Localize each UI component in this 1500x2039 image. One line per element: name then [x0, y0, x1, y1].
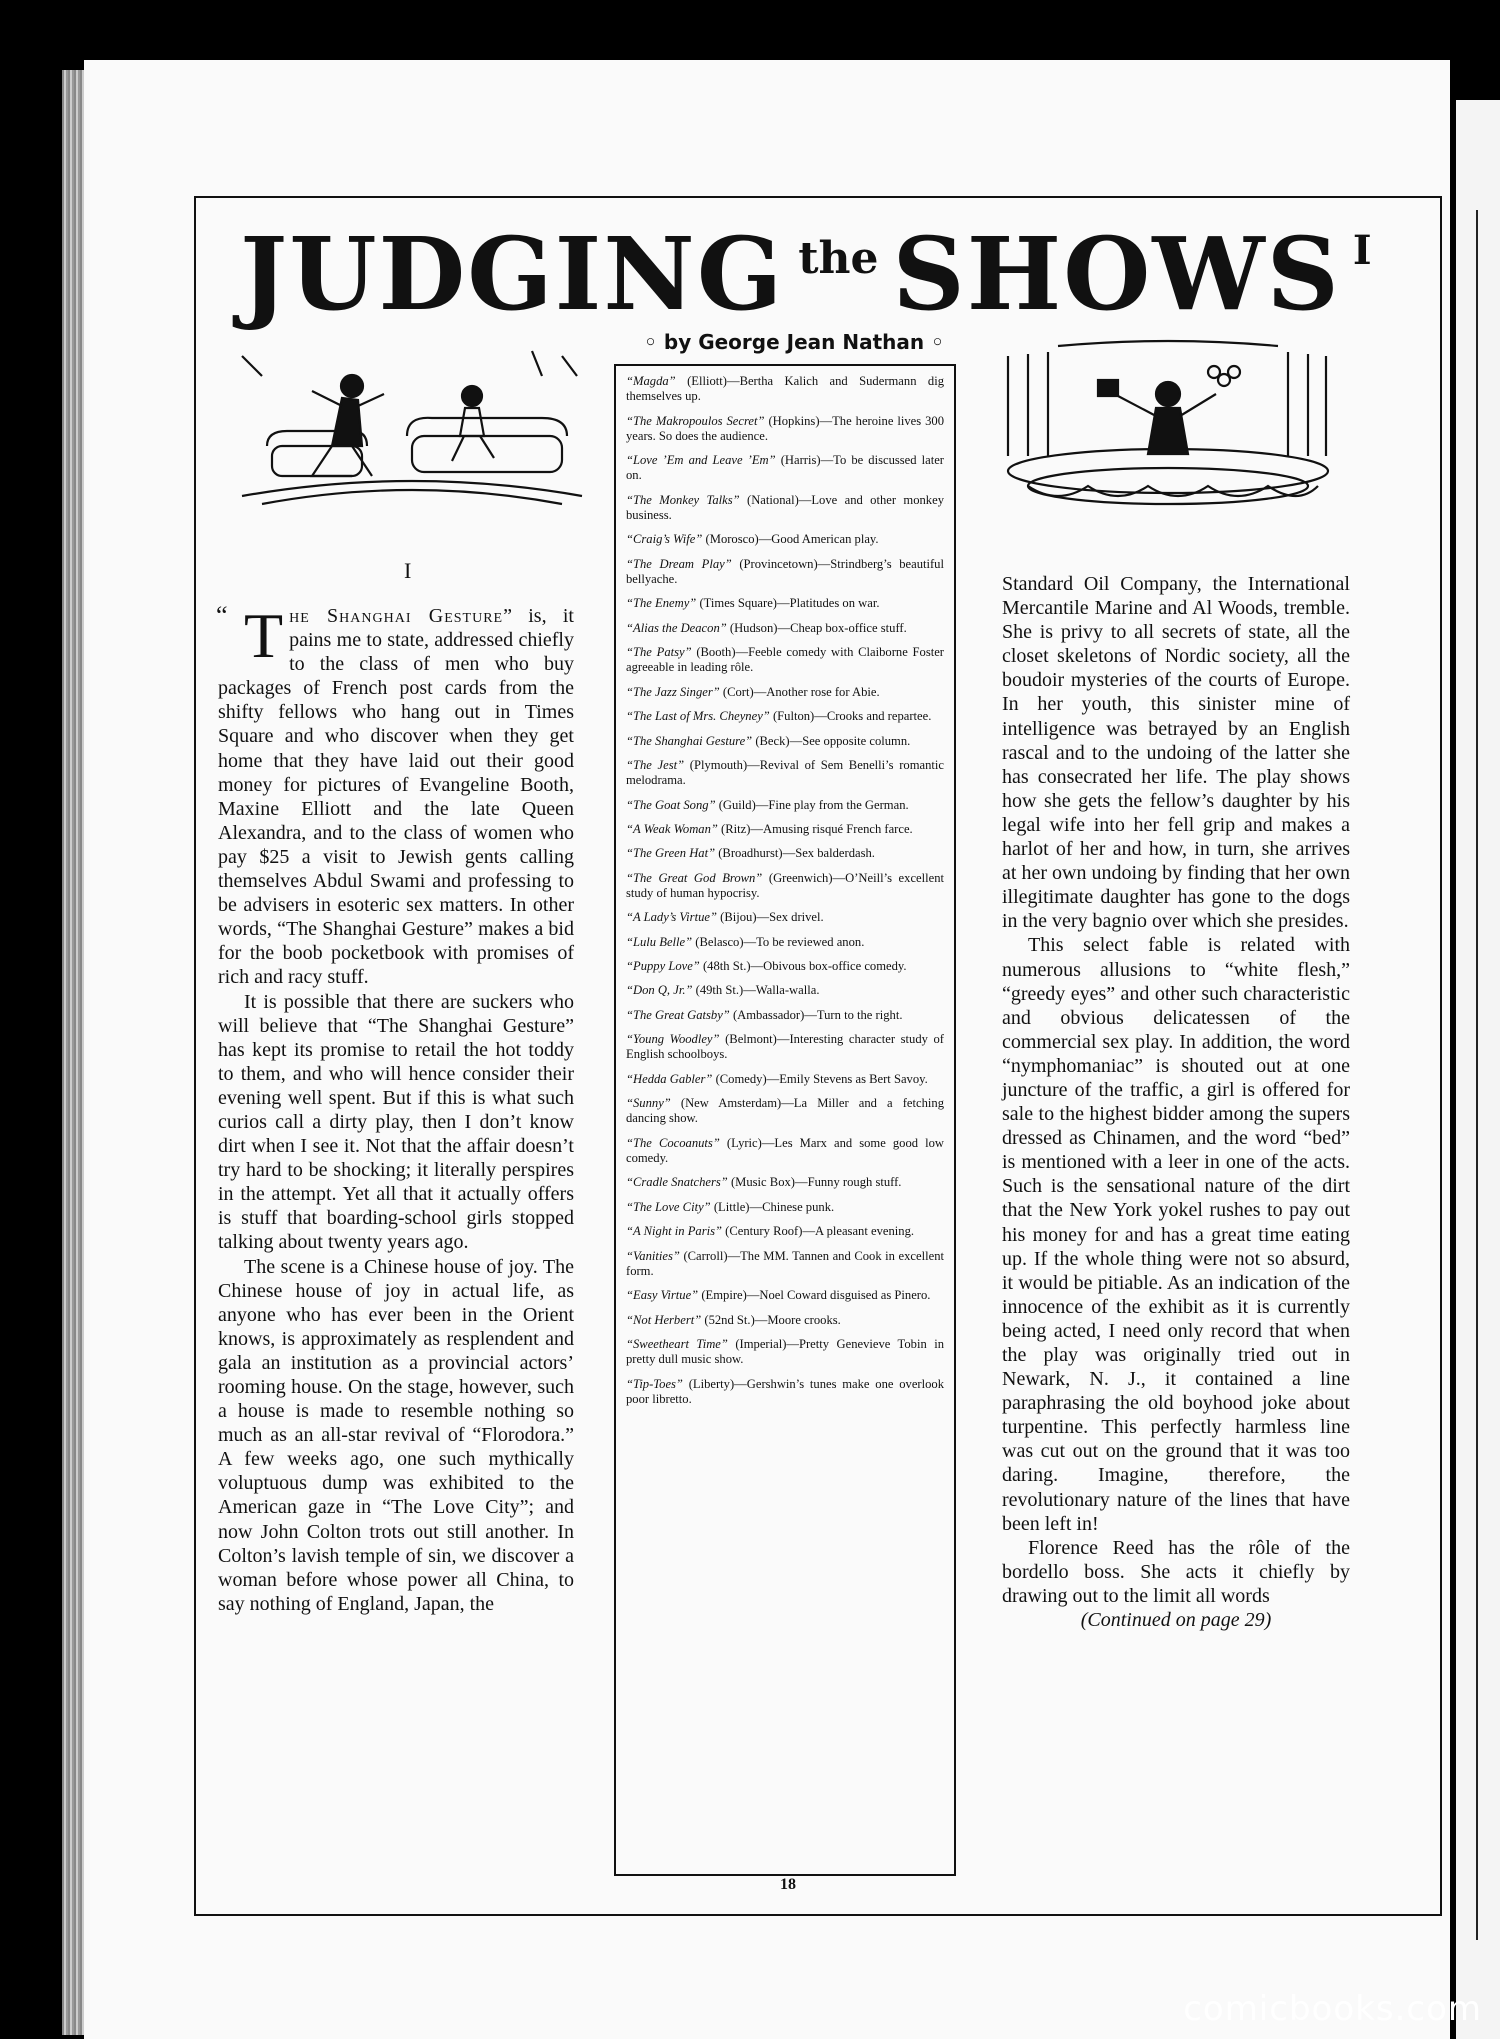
sidebar-entry: [626, 1377, 944, 1407]
section-numeral: I: [404, 558, 412, 583]
show-verdict: (Century Roof)—A pleasant evening.: [722, 1224, 915, 1239]
title-shows: SHOWS: [892, 215, 1341, 333]
sidebar-entry: [626, 1008, 944, 1023]
opening-paragraph: [216, 600, 574, 990]
facing-page-edge: [1456, 100, 1500, 2039]
byline: ◦ by George Jean Nathan ◦: [644, 330, 944, 354]
show-verdict: (Empire)—Noel Coward disguised as Pinero.: [698, 1288, 931, 1303]
show-title: “The Shanghai Gesture”: [626, 733, 753, 748]
show-verdict: (Ambassador)—Turn to the right.: [729, 1007, 903, 1022]
paragraph-1: ” is, it pains me to state, addressed chiefly to the class of men who buy packages of French post cards from the shifty fellows who hang out in Times Square and who discover when they get home that they have laid out their good money for pictures of Evangeline Booth, Maxine Elliott and the late Queen Alexandra, and to the class of women who pay $25 a visit to Jewish gents calling themselves Abdul Swami and professing to be advisers in esoteric sex matters. In other words, “The Shanghai Gesture” makes a bid for the boob pocketbook with promises of rich and racy stuff.: [218, 605, 574, 989]
show-verdict: (Morosco)—Good American play.: [702, 532, 879, 547]
lead-smallcaps: he Shanghai Gesture: [289, 605, 504, 627]
drop-cap: T: [244, 600, 284, 671]
show-title: “The Jest”: [626, 757, 685, 772]
show-title: “Young Woodley”: [626, 1032, 720, 1047]
sidebar-entry: [626, 758, 944, 788]
sidebar-entry: [626, 1032, 944, 1062]
show-verdict: (Liberty)—Gershwin’s tunes make one overlook poor libretto.: [626, 1376, 944, 1406]
show-title: “A Lady’s Virtue”: [626, 910, 717, 925]
show-title: “The Great God Brown”: [626, 870, 763, 885]
sidebar-entry: [626, 983, 944, 998]
sidebar-entry: [626, 1249, 944, 1279]
show-title: “Tip-Toes”: [626, 1376, 683, 1391]
sidebar-entry: [626, 959, 944, 974]
sidebar-entry: [626, 734, 944, 749]
opening-quote: “: [216, 601, 228, 630]
watermark: comicbooks.com: [1183, 1989, 1482, 2029]
show-verdict: (Bijou)—Sex drivel.: [716, 910, 824, 925]
show-title: “Magda”: [626, 374, 676, 388]
sidebar-entry: [626, 935, 944, 950]
paragraph-2: It is possible that there are suckers who will believe that “The Shanghai Gesture” has kept its promise to retail the hot toddy to them, and who will hence consider their evening well spent. But if this is what such curios call a dirty play, then I don’t know dirt when I see it. Not that the affair doesn’t try hard to be shocking; it literally perspires in the attempt. Yet all that it actually offers is stuff that boarding-school girls stopped talking about twenty years ago.: [218, 990, 574, 1254]
show-verdict: (New Amsterdam)—La Miller and a fetching dancing show.: [626, 1096, 944, 1126]
show-title: “The Enemy”: [626, 596, 697, 611]
show-verdict: (Beck)—See opposite column.: [752, 733, 911, 748]
show-title: “Sunny”: [626, 1096, 671, 1111]
sidebar-entry: [626, 453, 944, 483]
show-title: “The Love City”: [626, 1199, 711, 1214]
right-paragraph-3: Florence Reed has the rôle of the bordello boss. She acts it chiefly by drawing out to the limit all words: [1002, 1536, 1350, 1607]
show-verdict: (Broadhurst)—Sex balderdash.: [715, 846, 875, 861]
sidebar-entry: [626, 709, 944, 724]
sidebar-entry: [626, 846, 944, 861]
sidebar-entry: [626, 1337, 944, 1367]
sidebar-entry: [626, 1136, 944, 1166]
continued-note: (Continued on page 29): [1080, 1609, 1272, 1632]
show-verdict: (Lyric)—Les Marx and some good low comedy.: [626, 1135, 944, 1165]
show-title: “The Cocoanuts”: [626, 1135, 720, 1150]
sidebar-entry: [626, 493, 944, 523]
show-title: “The Great Gatsby”: [626, 1007, 730, 1022]
show-title: “Don Q, Jr.”: [626, 983, 693, 998]
shows-sidebar-box: [614, 364, 956, 1876]
sidebar-entry: [626, 1096, 944, 1126]
sidebar-entry: [626, 1288, 944, 1303]
show-verdict: (Fulton)—Crooks and repartee.: [769, 709, 932, 724]
show-verdict: (Plymouth)—Revival of Sem Benelli’s romantic melodrama.: [626, 757, 944, 788]
show-verdict: (Imperial)—Pretty Genevieve Tobin in pretty dull music show.: [626, 1336, 944, 1367]
show-title: “Craig’s Wife”: [626, 532, 703, 547]
show-verdict: (Provincetown)—Strindberg’s beautiful bellyache.: [626, 556, 944, 586]
show-title: “Alias the Deacon”: [626, 620, 727, 635]
left-illustration: [232, 336, 592, 516]
paragraph-3: The scene is a Chinese house of joy. The Chinese house of joy in actual life, as anyone who has ever been in the Orient knows, is approximately as resplendent and gala an institution as a provincial actors’ rooming house. On the stage, however, such a house is made to resemble nothing so much as an all-star revival of “Florodora.” A few weeks ago, one such mythically voluptuous dump was exhibited to the American gaze in “The Love City”; and now John Colton trots out still another. In Colton’s lavish temple of sin, we discover a woman before whose power all China, to say nothing of England, Japan, the: [218, 1255, 574, 1615]
masthead: [240, 214, 1372, 333]
page-number: 18: [780, 1876, 796, 1893]
show-verdict: (Guild)—Fine play from the German.: [715, 797, 909, 812]
show-verdict: (Ritz)—Amusing risqué French farce.: [717, 821, 913, 836]
right-column: [1002, 572, 1350, 1632]
show-verdict: (Cort)—Another rose for Abie.: [719, 684, 880, 699]
show-verdict: (Little)—Chinese punk.: [710, 1199, 835, 1214]
show-verdict: (Hudson)—Cheap box-office stuff.: [726, 620, 907, 635]
title-numeral: I: [1352, 227, 1372, 274]
sidebar-entry: [626, 1224, 944, 1239]
show-title: “Vanities”: [626, 1248, 680, 1263]
show-title: “Puppy Love”: [626, 959, 700, 974]
show-title: “The Dream Play”: [626, 556, 732, 571]
title-the: the: [798, 233, 879, 284]
show-title: “A Weak Woman”: [626, 821, 718, 836]
show-verdict: (49th St.)—Walla-walla.: [692, 983, 820, 998]
sidebar-entry: [626, 414, 944, 444]
right-paragraph-1: Standard Oil Company, the International Mercantile Marine and Al Woods, tremble. She is privy to all secrets of state, all the closet skeletons of Nordic society, all the boudoir mysteries of the courts of Europe. In her youth, this sinister mine of intelligence was betrayed by an English rascal and to the undoing of the latter she has consecrated her life. The play shows how she gets the fellow’s daughter by his legal wife into her fell grip and makes a harlot of her and how, in turn, she arrives at her own undoing by finding that her own illegitimate daughter has gone to the dogs in the very bagnio over which she presides.: [1002, 573, 1350, 933]
show-title: “Lulu Belle”: [626, 934, 693, 949]
sidebar-entry: [626, 822, 944, 837]
sidebar-entry: [626, 798, 944, 813]
sidebar-entry: [626, 532, 944, 547]
show-title: “Sweetheart Time”: [626, 1336, 728, 1351]
show-title: “The Makropoulos Secret”: [626, 413, 765, 428]
sidebar-entry: [626, 645, 944, 675]
sidebar-entry: [626, 621, 944, 636]
show-verdict: (Carroll)—The MM. Tannen and Cook in excellent form.: [626, 1248, 944, 1278]
show-verdict: (48th St.)—Obivous box-office comedy.: [699, 959, 907, 974]
sidebar-entry: [626, 374, 944, 404]
show-verdict: (Greenwich)—O’Neill’s excellent study of human hypocrisy.: [626, 870, 945, 900]
right-paragraph-2: This select fable is related with numerous allusions to “white flesh,” “greedy eyes” and other such characteristic and obvious delicatessen of the commercial sex play. In addition, the word “nymphomaniac” is shouted out at one juncture of the traffic, a girl is offered for sale to the highest bidder among the supers dressed as Chinamen, and the word “bed” is mentioned with a leer in one of the acts. Such is the sensational nature of the dirt that the New York yokel rushes to pay out his money for and has a great time eating up. If the whole thing were not so absurd, it would be pitiable. As an indication of the innocence of the exhibit as it is currently being acted, I need only record that when the play was originally tried out in Newark, N. J., it contained a line paraphrasing the old boyhood joke about turpentine. This perfectly harmless line was cut out on the ground that it was too daring. Imagine, therefore, the revolutionary nature of the lines that have been left in!: [1002, 934, 1350, 1535]
sidebar-entry: [626, 871, 944, 901]
sidebar-entry: [626, 1072, 944, 1087]
title-judging: JUDGING: [240, 215, 785, 333]
show-verdict: (Times Square)—Platitudes on war.: [696, 596, 880, 611]
show-verdict: (Elliott)—Bertha Kalich and Sudermann dig themselves up.: [626, 374, 944, 404]
sidebar-entry: [626, 910, 944, 925]
show-title: “The Jazz Singer”: [626, 684, 720, 699]
show-title: “Love ’Em and Leave ’Em”: [626, 453, 776, 468]
show-verdict: (Belasco)—To be reviewed anon.: [692, 934, 865, 949]
show-verdict: (Comedy)—Emily Stevens as Bert Savoy.: [712, 1071, 928, 1086]
show-title: “The Goat Song”: [626, 797, 716, 812]
show-title: “Cradle Snatchers”: [626, 1175, 728, 1190]
show-verdict: (Belmont)—Interesting character study of English schoolboys.: [626, 1032, 944, 1062]
show-title: “A Night in Paris”: [626, 1224, 722, 1239]
sidebar-entry: [626, 596, 944, 611]
sidebar-entry: [626, 685, 944, 700]
right-illustration: [988, 336, 1342, 516]
sidebar-entry: [626, 557, 944, 587]
sidebar-entry: [626, 1313, 944, 1328]
show-title: “The Monkey Talks”: [626, 492, 740, 507]
show-title: “The Patsy”: [626, 645, 692, 660]
show-verdict: (Music Box)—Funny rough stuff.: [727, 1175, 902, 1190]
left-column: [216, 600, 574, 1616]
show-title: “The Last of Mrs. Cheyney”: [626, 709, 770, 724]
show-title: “Easy Virtue”: [626, 1288, 699, 1303]
sidebar-entry: [626, 1200, 944, 1215]
show-verdict: (Harris)—To be discussed later on.: [626, 453, 944, 483]
show-title: “Hedda Gabler”: [626, 1071, 713, 1086]
show-verdict: (52nd St.)—Moore crooks.: [701, 1312, 841, 1327]
show-verdict: (Hopkins)—The heroine lives 300 years. So does the audience.: [626, 413, 944, 443]
show-verdict: (National)—Love and other monkey business.: [626, 492, 944, 522]
sidebar-entry: [626, 1175, 944, 1190]
show-title: “Not Herbert”: [626, 1312, 702, 1327]
show-title: “The Green Hat”: [626, 846, 716, 861]
show-verdict: (Booth)—Feeble comedy with Claiborne Foster agreeable in leading rôle.: [626, 645, 944, 675]
